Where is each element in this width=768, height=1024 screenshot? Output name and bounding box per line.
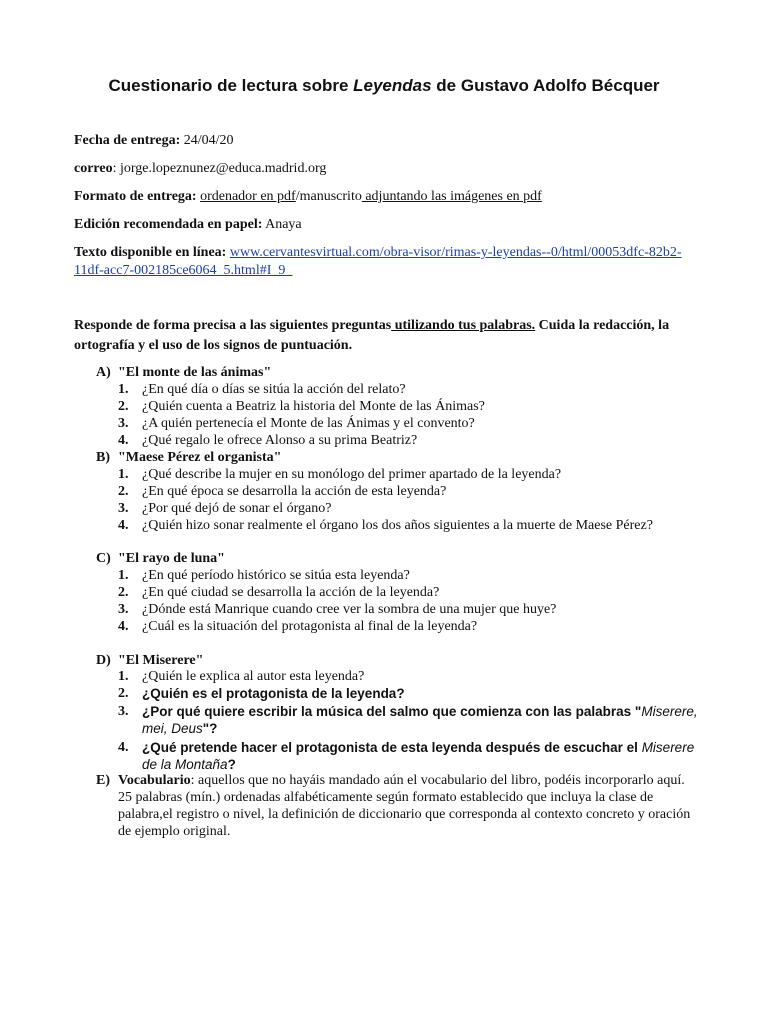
edicion-label: Edición recomendada en papel:	[74, 217, 263, 232]
link-line-1[interactable]: www.cervantesvirtual.com/obra-visor/rimas-y-leyendas--0/html/00053dfc-	[229, 245, 649, 260]
list-item	[118, 601, 698, 618]
fecha-label: Fecha de entrega:	[74, 133, 181, 148]
question-text-end: "?	[202, 721, 218, 736]
question-number: 2.	[118, 686, 129, 701]
question-text: ¿En qué día o días se sitúa la acción del relato?	[142, 382, 406, 397]
formato-option-pdf: ordenador en pdf	[200, 189, 296, 204]
question-number: 4.	[118, 619, 129, 634]
document-title	[0, 76, 768, 96]
vocabulario-label: Vocabulario	[118, 773, 191, 788]
list-item	[118, 739, 698, 773]
formato-separator: /manuscrito	[295, 189, 362, 204]
question-number: 2.	[118, 399, 129, 414]
vocabulario-section	[96, 772, 696, 840]
question-text: ¿Dónde está Manrique cuando cree ver la sombra de una mujer que huye?	[142, 602, 557, 617]
question-text: ¿Quién cuenta a Beatriz la historia del Monte de las Ánimas?	[142, 399, 485, 414]
formato-option-manuscrito: adjuntando las imágenes en pdf	[361, 189, 542, 204]
question-text: ¿Qué regalo le ofrece Alonso a su prima Beatriz?	[142, 433, 418, 448]
instructions-text-end: Cuida la redacción, la ortografía y el uso de los signos de puntuación.	[74, 318, 670, 353]
list-item	[118, 517, 698, 534]
correo-label: correo	[74, 161, 113, 176]
question-text: ¿Qué describe la mujer en su monólogo del primer apartado de la leyenda?	[142, 467, 562, 482]
question-italic-text: Miserere, mei, Deus	[142, 704, 698, 736]
question-number: 1.	[118, 568, 129, 583]
section-title: "El Miserere"	[118, 653, 204, 668]
question-number: 3.	[118, 602, 129, 617]
edicion-value: Anaya	[262, 217, 302, 232]
question-text: ¿A quién pertenecía el Monte de las Ánimas y el convento?	[142, 416, 475, 431]
list-item	[118, 567, 698, 584]
title-italic-text: Leyendas	[353, 76, 432, 95]
vocabulario-text: : aquellos que no hayáis mandado aún el vocabulario del libro, podéis incorporarlo aquí. 25 palabras (mín.) ordenadas alfabéticamente según formato establecido que incluya la clase de palabra,el registro o nivel, la definición de diccionario que corresponda al contexto concreto y oración de ejemplo original.	[118, 773, 691, 839]
list-item	[118, 466, 698, 483]
question-text: ¿Por qué quiere escribir la música del salmo que comienza con las palabras "	[142, 704, 642, 719]
list-item	[118, 415, 698, 432]
instructions-underlined: utilizando tus palabras.	[391, 318, 536, 333]
question-number: 4.	[118, 518, 129, 533]
question-number: 2.	[118, 585, 129, 600]
title-text-end: de Gustavo Adolfo Bécquer	[431, 76, 660, 95]
correo-value: : jorge.lopeznunez@educa.madrid.org	[112, 161, 327, 176]
list-item	[118, 398, 698, 415]
question-number: 4.	[118, 433, 129, 448]
correo	[74, 160, 694, 178]
question-number: 1.	[118, 467, 129, 482]
title-text: Cuestionario de lectura sobre	[108, 76, 354, 95]
section-title: "El monte de las ánimas"	[118, 365, 272, 380]
edicion-recomendada	[74, 216, 694, 234]
question-number: 3.	[118, 704, 129, 719]
link-line-2[interactable]: 82b2-11df-acc7-002185ce6064_5.html#I_9_	[74, 245, 682, 278]
formato-label: Formato de entrega:	[74, 189, 197, 204]
section-title: "El rayo de luna"	[118, 551, 225, 566]
question-number: 1.	[118, 382, 129, 397]
question-text: ¿Qué pretende hacer el protagonista de esta leyenda después de escuchar el	[142, 740, 642, 755]
section-letter: D)	[96, 653, 111, 668]
section-d-heading	[96, 652, 203, 669]
question-text-end: ?	[227, 757, 236, 772]
instructions-text: Responde de forma precisa a las siguientes preguntas	[74, 318, 392, 333]
list-item	[118, 618, 698, 635]
list-item	[118, 432, 698, 449]
question-italic-text: Miserere de la Montaña	[142, 740, 695, 772]
section-b-heading	[96, 449, 281, 466]
question-number: 3.	[118, 501, 129, 516]
question-number: 4.	[118, 740, 129, 755]
question-text: ¿Por qué dejó de sonar el órgano?	[142, 501, 332, 516]
list-item	[118, 685, 698, 702]
question-text: ¿Quién es el protagonista de la leyenda?	[142, 686, 405, 701]
question-text: ¿Cuál es la situación del protagonista al final de la leyenda?	[142, 619, 478, 634]
section-letter: B)	[96, 450, 110, 465]
question-text: ¿Quién le explica al autor esta leyenda?	[142, 669, 365, 684]
list-item	[118, 381, 698, 398]
formato-entrega	[74, 188, 694, 206]
texto-disponible	[74, 244, 694, 280]
section-title: "Maese Pérez el organista"	[118, 450, 282, 465]
section-a-heading	[96, 364, 271, 381]
question-number: 3.	[118, 416, 129, 431]
fecha-value: 24/04/20	[180, 133, 234, 148]
question-number: 1.	[118, 669, 129, 684]
section-letter: C)	[96, 551, 111, 566]
question-text: ¿En qué ciudad se desarrolla la acción de la leyenda?	[142, 585, 440, 600]
list-item	[118, 500, 698, 517]
question-number: 2.	[118, 484, 129, 499]
instructions	[74, 316, 684, 356]
question-text: ¿Quién hizo sonar realmente el órgano los dos años siguientes a la muerte de Maese Pérez?	[142, 518, 653, 533]
section-c-heading	[96, 550, 225, 567]
list-item	[118, 483, 698, 500]
list-item	[118, 584, 698, 601]
fecha-entrega	[74, 132, 694, 150]
question-text: ¿En qué época se desarrolla la acción de esta leyenda?	[142, 484, 447, 499]
list-item	[118, 668, 698, 685]
list-item	[118, 703, 698, 737]
section-letter: A)	[96, 365, 111, 380]
section-letter: E)	[96, 773, 110, 788]
question-text: ¿En qué período histórico se sitúa esta leyenda?	[142, 568, 410, 583]
texto-label: Texto disponible en línea:	[74, 245, 227, 260]
